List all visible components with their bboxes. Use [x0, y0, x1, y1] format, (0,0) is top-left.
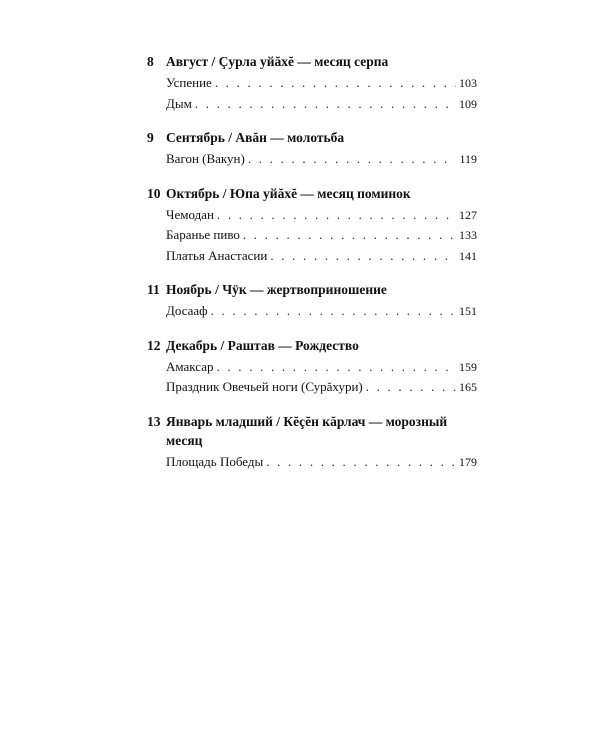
toc-section: [147, 128, 477, 170]
toc-entry[interactable]: [166, 94, 477, 115]
entry-title: Праздник Овечьей ноги (Сурăхури): [166, 379, 363, 394]
entry-page-number: 159: [459, 359, 477, 374]
section-heading: [147, 280, 477, 299]
toc-entry[interactable]: [166, 357, 477, 378]
toc-section: [147, 280, 477, 322]
toc-entry[interactable]: [166, 452, 477, 473]
section-number: 9: [147, 130, 154, 145]
entry-page-number: 141: [459, 248, 477, 263]
toc-section: [147, 184, 477, 267]
section-title: Август / Çурла уйăхĕ — месяц серпа: [166, 54, 389, 69]
dot-leader: [211, 301, 456, 321]
section-number: 10: [147, 185, 161, 201]
toc-entry[interactable]: [166, 246, 477, 267]
toc-entry[interactable]: [166, 377, 477, 398]
entry-title: Платья Анастасии: [166, 247, 268, 263]
section-title: Январь младший / Кĕçĕн кăрлач — морозный месяц: [166, 413, 448, 448]
section-heading: [147, 184, 477, 203]
toc-section: [147, 52, 477, 114]
entry-title: Площадь Победы: [166, 453, 264, 469]
section-heading: [147, 412, 477, 450]
entry-page-number: 127: [459, 207, 477, 222]
section-number: 12: [147, 337, 161, 353]
dot-leader: [266, 452, 456, 472]
entry-page-number: 179: [459, 454, 477, 469]
dot-leader: [215, 73, 456, 93]
toc-entry[interactable]: [166, 225, 477, 246]
entry-title: Баранье пиво: [166, 227, 240, 242]
section-number: 8: [147, 54, 154, 69]
entry-title: Успение: [166, 75, 212, 90]
section-heading: [147, 128, 477, 147]
section-title: Сентябрь / Авăн — молотьба: [166, 130, 345, 145]
section-number: 13: [147, 413, 161, 429]
entry-page-number: 151: [459, 304, 477, 318]
toc-section: [147, 336, 477, 398]
entry-page-number: 165: [459, 380, 477, 394]
entry-title: Досааф: [166, 303, 208, 318]
dot-leader: [248, 149, 457, 169]
entry-page-number: 119: [459, 152, 477, 166]
entry-title: Вагон (Вакун): [166, 151, 245, 166]
dot-leader: [270, 246, 456, 266]
entry-page-number: 103: [459, 76, 477, 90]
section-heading: [147, 336, 477, 355]
dot-leader: [195, 94, 456, 114]
toc-entry[interactable]: [166, 301, 477, 322]
toc-section: [147, 412, 477, 473]
toc-entry[interactable]: [166, 73, 477, 94]
toc-entry[interactable]: [166, 205, 477, 226]
dot-leader: [217, 205, 456, 225]
entry-title: Дым: [166, 95, 192, 111]
toc-entry[interactable]: [166, 149, 477, 170]
entry-title: Амаксар: [166, 358, 214, 374]
dot-leader: [366, 377, 456, 397]
section-title: Октябрь / Юпа уйăхĕ — месяц поминок: [166, 185, 411, 201]
dot-leader: [243, 225, 456, 245]
table-of-contents: [147, 52, 477, 486]
section-number: 11: [147, 282, 160, 297]
entry-page-number: 109: [459, 96, 477, 111]
section-title: Ноябрь / Чÿк — жертвоприношение: [166, 282, 387, 297]
dot-leader: [217, 357, 457, 377]
entry-title: Чемодан: [166, 206, 214, 222]
entry-page-number: 133: [459, 228, 477, 242]
section-heading: [147, 52, 477, 71]
section-title: Декабрь / Раштав — Рождество: [166, 337, 359, 353]
